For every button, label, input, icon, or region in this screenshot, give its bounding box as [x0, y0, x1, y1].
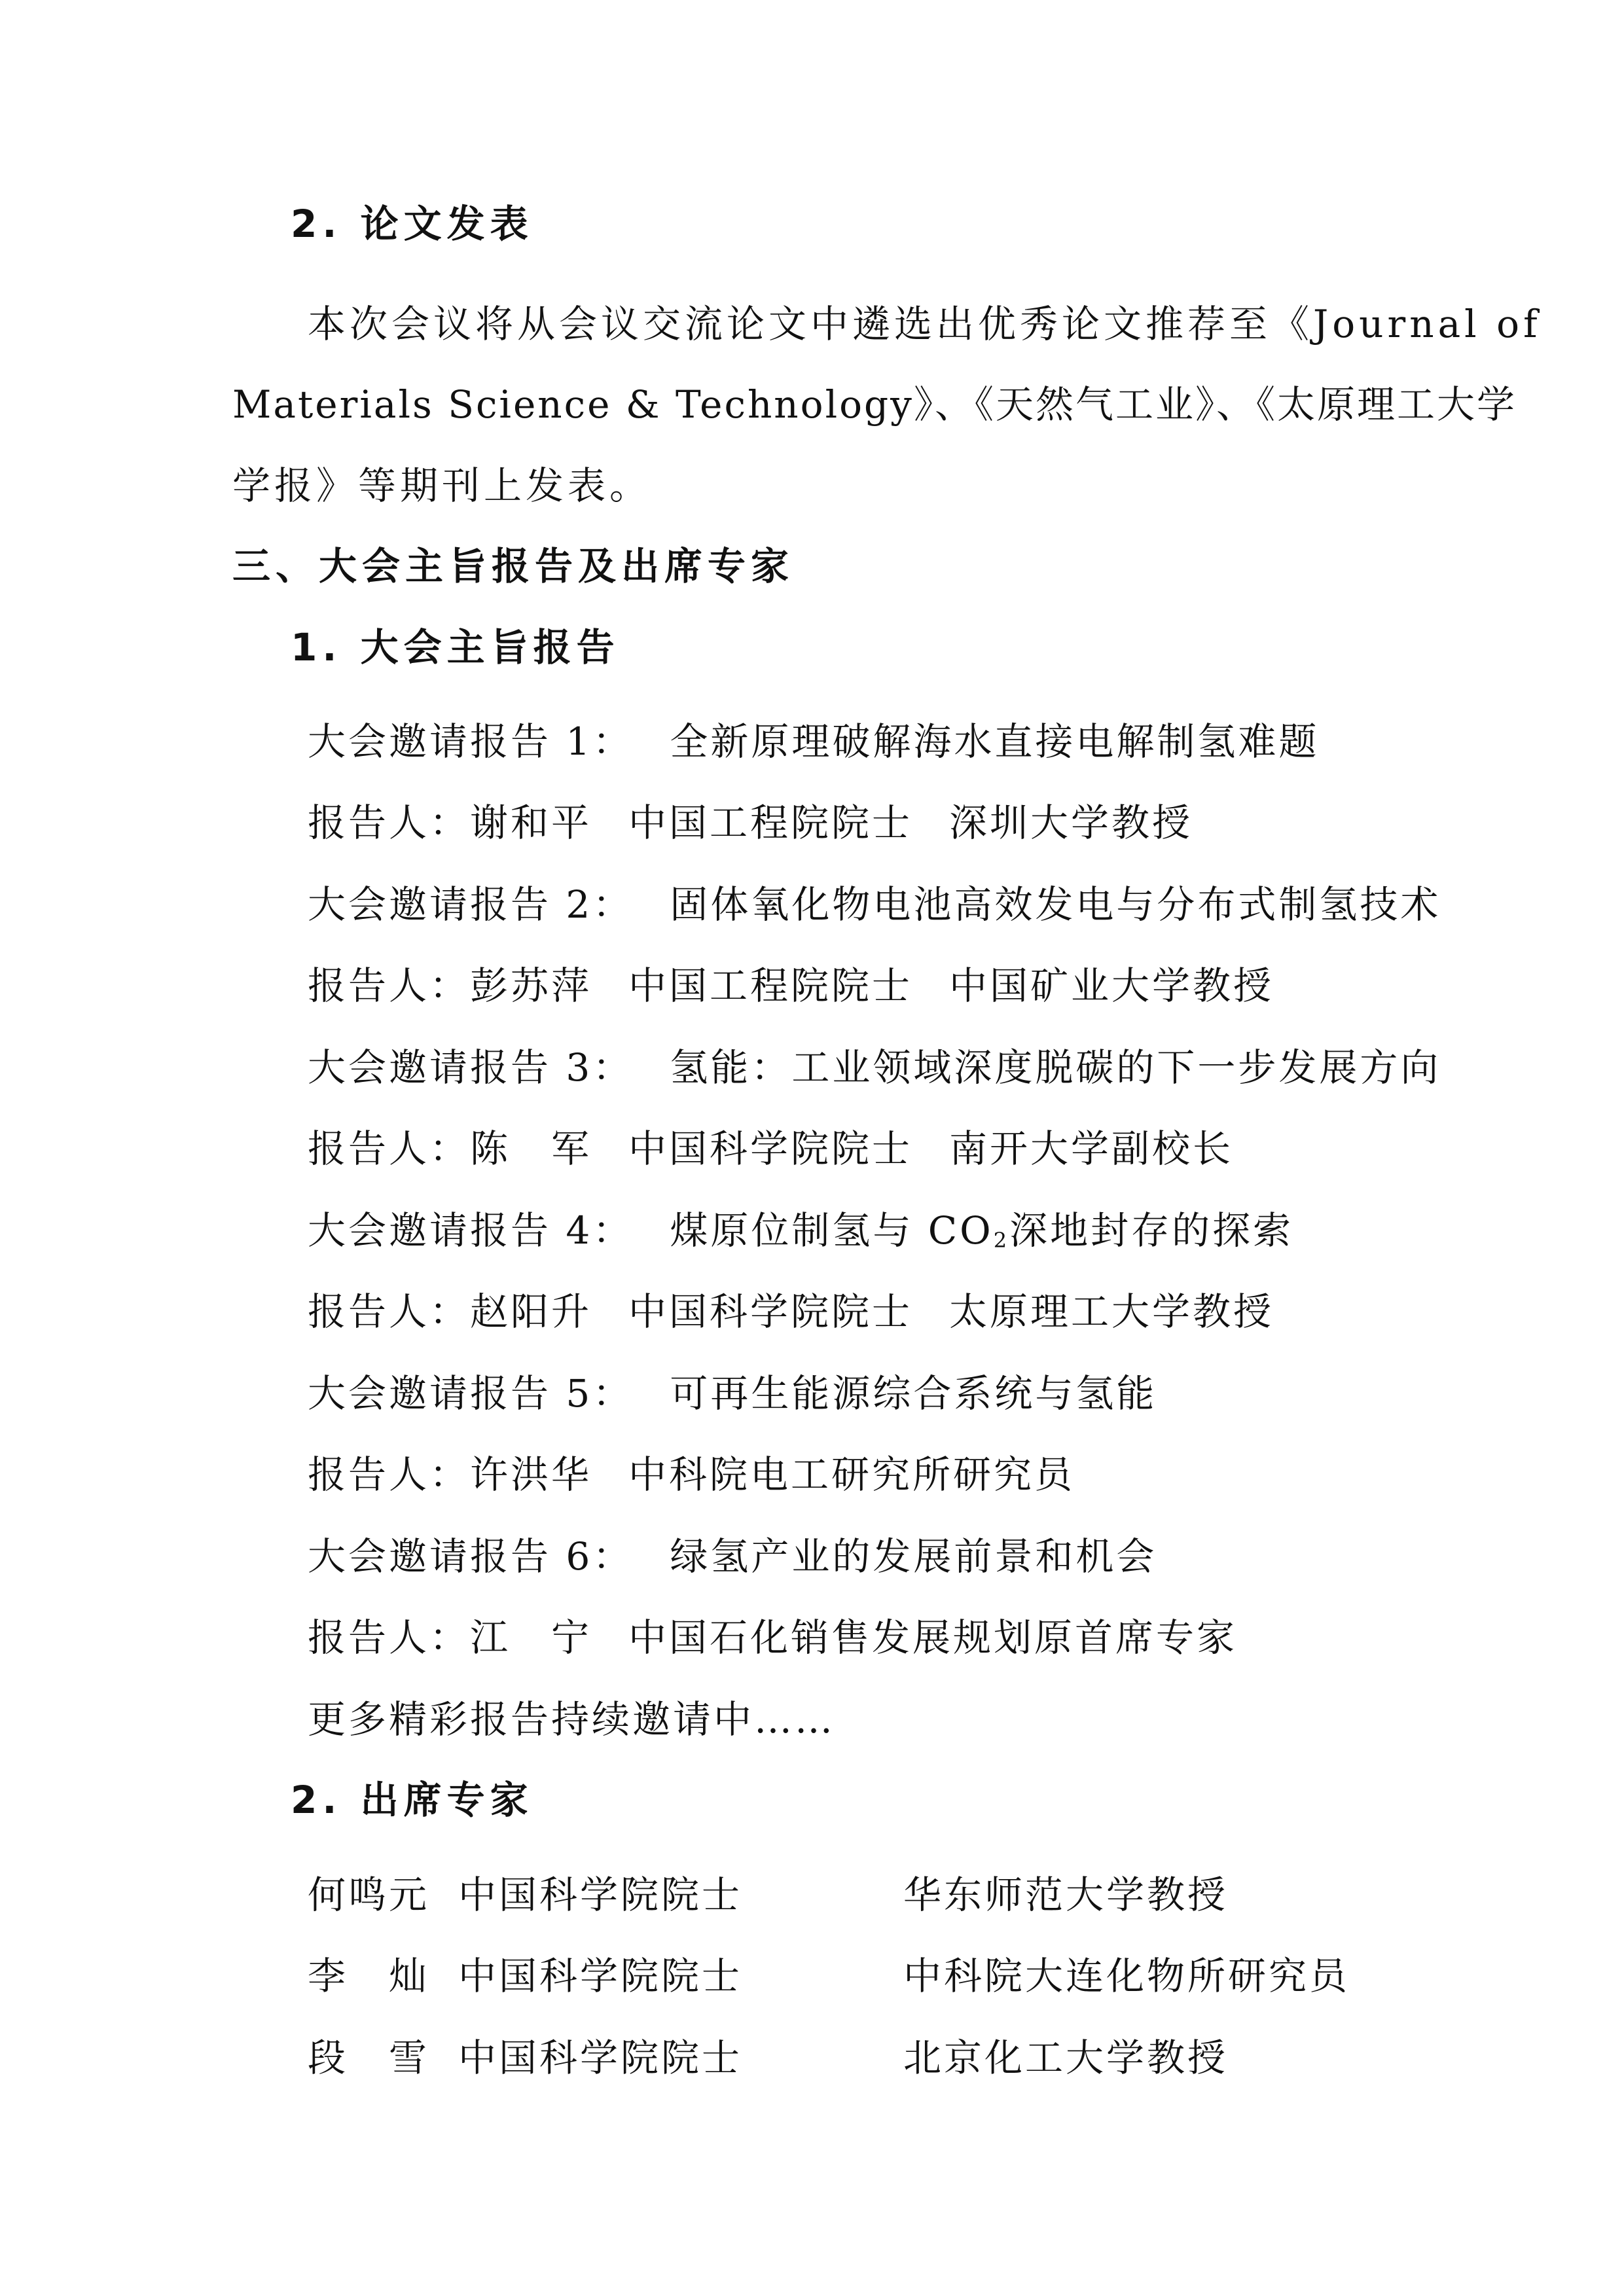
report-2-speaker-line: [308, 963, 1274, 1009]
section-heading-keynotes-experts: 三、大会主旨报告及出席专家: [232, 544, 795, 588]
report-5-speaker-line: [308, 1452, 1075, 1498]
speaker-label: 报告人：: [308, 800, 471, 845]
expert-affiliation: 中科院大连化物所研究员: [903, 1954, 1350, 1998]
expert-affiliation: 华东师范大学教授: [903, 1873, 1229, 1917]
expert-name: 何鸣元: [308, 1873, 430, 1917]
expert-affiliation: 北京化工大学教授: [903, 2036, 1229, 2080]
co2-subscript: 2: [993, 1228, 1010, 1253]
report-label: 大会邀请报告 6：: [308, 1534, 634, 1579]
report-title-part2: 深地封存的探索: [1009, 1208, 1294, 1253]
subheading-attending-experts: 2. 出席专家: [291, 1778, 533, 1822]
report-title: 可再生能源综合系统与氢能: [670, 1371, 1157, 1416]
report-6-line: [308, 1534, 1157, 1579]
speaker-name: 陈 军: [470, 1126, 592, 1171]
speaker-name: 谢和平: [470, 800, 592, 845]
report-title: 氢能：工业领域深度脱碳的下一步发展方向: [670, 1045, 1441, 1090]
speaker-affiliation: 中科院电工研究所研究员: [628, 1452, 1075, 1497]
expert-rank: 中国科学院院士: [458, 2036, 743, 2080]
speaker-rank: 中国科学院院士: [628, 1126, 913, 1171]
report-4-speaker-line: [308, 1289, 1274, 1335]
speaker-affiliation: 南开大学副校长: [949, 1126, 1234, 1171]
paragraph-line-1: 本次会议将从会议交流论文中遴选出优秀论文推荐至《Journal of: [308, 302, 1542, 346]
paragraph-line-3: 学报》等期刊上发表。: [232, 463, 652, 508]
report-title: 绿氢产业的发展前景和机会: [670, 1534, 1157, 1579]
speaker-label: 报告人：: [308, 1615, 471, 1660]
subheading-keynote-reports: 1. 大会主旨报告: [291, 625, 620, 670]
speaker-rank: 中国科学院院士: [628, 1289, 913, 1334]
speaker-affiliation: 中国矿业大学教授: [949, 963, 1274, 1008]
speaker-affiliation: 太原理工大学教授: [949, 1289, 1274, 1334]
report-label: 大会邀请报告 4：: [308, 1208, 634, 1253]
report-1-speaker-line: [308, 800, 1193, 846]
expert-rank: 中国科学院院士: [458, 1954, 743, 1998]
report-6-speaker-line: [308, 1615, 1237, 1660]
speaker-label: 报告人：: [308, 1289, 471, 1334]
report-1-line: [308, 719, 1319, 764]
report-3-line: [308, 1045, 1441, 1090]
speaker-affiliation: 中国石化销售发展规划原首席专家: [628, 1615, 1238, 1660]
speaker-rank: 中国工程院院士: [628, 963, 913, 1008]
report-label: 大会邀请报告 5：: [308, 1371, 634, 1416]
speaker-rank: 中国工程院院士: [628, 800, 913, 845]
speaker-affiliation: 深圳大学教授: [949, 800, 1193, 845]
speaker-label: 报告人：: [308, 1126, 471, 1171]
report-title-part1: 煤原位制氢与 CO: [670, 1208, 994, 1253]
speaker-name: 赵阳升: [470, 1289, 592, 1334]
expert-name: 李 灿: [308, 1954, 430, 1998]
paragraph-line-2: Materials Science & Technology》、《天然气工业》、《太原理工大学: [232, 382, 1517, 427]
report-4-line: [308, 1208, 1293, 1253]
report-label: 大会邀请报告 1：: [308, 719, 634, 764]
report-5-line: [308, 1371, 1157, 1416]
speaker-name: 许洪华: [470, 1452, 592, 1497]
speaker-name: 彭苏萍: [470, 963, 592, 1008]
expert-name: 段 雪: [308, 2036, 430, 2080]
report-2-line: [308, 882, 1441, 927]
speaker-label: 报告人：: [308, 963, 471, 1008]
report-title: 全新原理破解海水直接电解制氢难题: [670, 719, 1320, 764]
report-label: 大会邀请报告 3：: [308, 1045, 634, 1090]
expert-rank: 中国科学院院士: [458, 1873, 743, 1917]
speaker-label: 报告人：: [308, 1452, 471, 1497]
report-title: 固体氧化物电池高效发电与分布式制氢技术: [670, 882, 1441, 927]
section-heading-paper-publication: 2. 论文发表: [291, 202, 533, 246]
report-3-speaker-line: [308, 1126, 1233, 1172]
report-label: 大会邀请报告 2：: [308, 882, 634, 927]
speaker-name: 江 宁: [470, 1615, 592, 1660]
more-reports-text: 更多精彩报告持续邀请中……: [308, 1697, 836, 1742]
